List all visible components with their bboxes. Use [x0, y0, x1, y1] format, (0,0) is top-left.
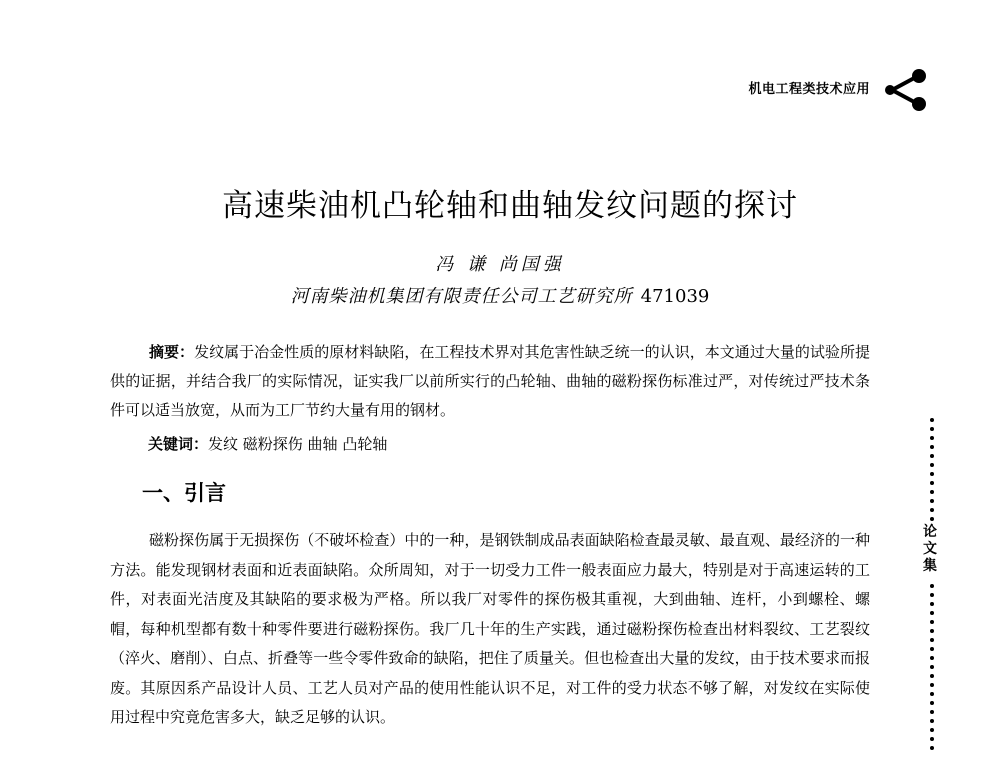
margin-dot — [930, 728, 934, 732]
keywords-text: 发纹 磁粉探伤 曲轴 凸轮轴 — [208, 435, 388, 453]
margin-dot — [930, 445, 934, 449]
margin-dot — [930, 602, 934, 606]
abstract — [110, 338, 870, 425]
margin-dot — [930, 481, 934, 485]
authors: 冯 谦 尚国强 — [435, 254, 565, 275]
section-heading: 一、引言 — [142, 481, 226, 505]
margin-dot — [930, 611, 934, 615]
abstract-label: 摘要： — [149, 343, 195, 361]
margin-dot — [930, 683, 934, 687]
margin-dot — [930, 593, 934, 597]
margin-dot — [930, 692, 934, 696]
keywords-label: 关键词： — [148, 435, 209, 453]
running-header: 机电工程类技术应用 — [748, 82, 870, 97]
margin-dot — [930, 472, 934, 476]
margin-dot — [930, 638, 934, 642]
margin-dot — [930, 746, 934, 750]
affiliation-name: 河南柴油机集团有限责任公司工艺研究所 — [290, 286, 633, 307]
margin-dot — [930, 454, 934, 458]
margin-dot — [930, 737, 934, 741]
keywords — [148, 430, 387, 459]
margin-dot — [930, 719, 934, 723]
margin-dot — [930, 436, 934, 440]
margin-dot — [930, 710, 934, 714]
margin-dot — [930, 665, 934, 669]
margin-dot — [930, 584, 934, 588]
margin-dot — [930, 418, 934, 422]
margin-collection-label: 论文集 — [923, 524, 937, 574]
margin-dot — [930, 508, 934, 512]
margin-dot — [930, 427, 934, 431]
paper-title: 高速柴油机凸轮轴和曲轴发纹问题的探讨 — [222, 188, 798, 224]
margin-dot — [930, 647, 934, 651]
margin-dot — [930, 629, 934, 633]
section-body: 磁粉探伤属于无损探伤（不破坏检查）中的一种，是钢铁制成品表面缺陷检查最灵敏、最直观、最经济的一种方法。能发现钢材表面和近表面缺陷。众所周知，对于一切受力工件一般表面应力最大，特别是对于高速运转的工件，对表面光洁度及其缺陷的要求极为严格。所以我厂对零件的探伤极其重视，大到曲轴、连杆，小到螺栓、螺帽，每种机型都有数十种零件要进行磁粉探伤。我厂几十年的生产实践，通过磁粉探伤检查出材料裂纹、工艺裂纹（淬火、磨削）、白点、折叠等一些令零件致命的缺陷，把住了质量关。但也检查出大量的发纹，由于技术要求而报废。其原因系产品设计人员、工艺人员对产品的使用性能认识不足，对工件的受力状态不够了解，对发纹在实际使用过程中究竟危害多大，缺乏足够的认识。 — [110, 531, 870, 726]
margin-dot — [930, 656, 934, 660]
margin-dot — [930, 499, 934, 503]
margin-dot — [930, 517, 934, 521]
affiliation — [150, 282, 850, 308]
abstract-text: 发纹属于冶金性质的原材料缺陷，在工程技术界对其危害性缺乏统一的认识，本文通过大量的试验所提供的证据，并结合我厂的实际情况，证实我厂以前所实行的凸轮轴、曲轴的磁粉探伤标准过严，对传统过严技术条件可以适当放宽，从而为工厂节约大量有用的钢材。 — [110, 343, 870, 419]
margin-dot — [930, 490, 934, 494]
three-node-connector-icon — [880, 68, 930, 112]
postal-code: 471039 — [640, 286, 710, 307]
margin-dot — [930, 674, 934, 678]
margin-dot — [930, 701, 934, 705]
margin-dot — [930, 620, 934, 624]
margin-dot — [930, 463, 934, 467]
